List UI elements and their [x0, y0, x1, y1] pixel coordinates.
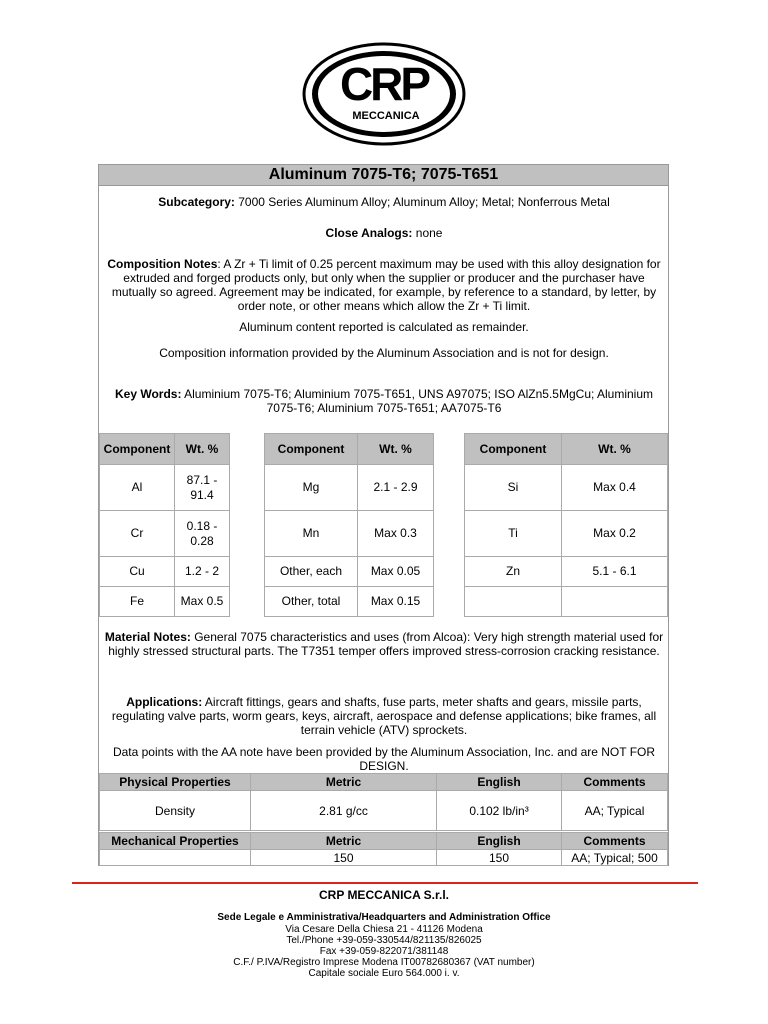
footer-phone: Tel./Phone +39-059-330544/821135/826025 [286, 935, 482, 946]
material-notes-value: General 7075 characteristics and uses (from Alcoa): Very high strength material used for highly stressed structural parts. The T7351 temper offers improved stress-corrosion cracking resistance. [108, 630, 664, 658]
metric-value: 150 [251, 850, 437, 866]
metric-header: Metric [251, 833, 437, 850]
wt-cell: 1.2 - 2 [175, 557, 230, 587]
component-cell: Fe [100, 587, 175, 617]
footer-sede: Sede Legale e Amministrativa/Headquarters and Administration Office [217, 912, 551, 923]
composition-notes [104, 257, 664, 313]
material-notes [104, 630, 664, 658]
page-title: Aluminum 7075-T6; 7075-T651 [98, 164, 669, 186]
mechanical-header: Mechanical Properties [100, 833, 251, 850]
wt-cell: 0.18 - 0.28 [175, 511, 230, 557]
key-words-value: Aluminium 7075-T6; Aluminium 7075-T651, UNS A97075; ISO AlZn5.5MgCu; Aluminium 7075-T6; Aluminium 7075-T651; AA7075-T6 [181, 387, 654, 415]
aa-note: Data points with the AA note have been provided by the Aluminum Association, Inc. and are NOT FOR DESIGN. [112, 745, 656, 773]
comments-value: AA; Typical [562, 791, 668, 831]
material-notes-label: Material Notes: [104, 630, 191, 644]
physical-header: Physical Properties [100, 774, 251, 791]
component-cell: Mg [265, 465, 358, 511]
english-header: English [437, 833, 562, 850]
component-cell: Other, total [265, 587, 358, 617]
footer-fax: Fax +39-059-822071/381148 [319, 946, 449, 957]
component-cell [465, 587, 562, 617]
component-cell: Zn [465, 557, 562, 587]
component-cell: Si [465, 465, 562, 511]
comments-header: Comments [562, 774, 668, 791]
logo-brand-text: CRP [339, 58, 429, 110]
english-value: 150 [437, 850, 562, 866]
composition-table-2 [264, 433, 434, 617]
property-name [100, 850, 251, 866]
header-component: Component [465, 434, 562, 465]
comments-value: AA; Typical; 500 [562, 850, 668, 866]
close-analogs-value: none [412, 226, 443, 240]
wt-cell: Max 0.3 [358, 511, 434, 557]
composition-notes-value: : A Zr + Ti limit of 0.25 percent maximum may be used with this alloy designation for extruded and forged products only, but only when the supplier or producer and the purchaser have mutually so agreed. Agreement may be indicated, for example, by reference to a standard, by letter, by order note, or other means which allow the Zr + Ti limit. [111, 257, 661, 313]
composition-table-3 [464, 433, 668, 617]
subcategory-label: Subcategory: [158, 195, 235, 209]
footer-capital: Capitale sociale Euro 564.000 i. v. [308, 968, 460, 979]
close-analogs [104, 226, 664, 240]
physical-properties-table [99, 773, 668, 831]
key-words [104, 387, 664, 415]
wt-cell: Max 0.05 [358, 557, 434, 587]
composition-source: Composition information provided by the Aluminum Association and is not for design. [159, 346, 609, 360]
composition-notes-label: Composition Notes [107, 257, 218, 271]
footer-divider [72, 882, 698, 884]
footer-company: CRP MECCANICA S.r.l. [318, 888, 450, 902]
metric-value: 2.81 g/cc [251, 791, 437, 831]
wt-cell: 87.1 - 91.4 [175, 465, 230, 511]
header-wt: Wt. % [358, 434, 434, 465]
footer-address: Via Cesare Della Chiesa 21 - 41126 Modena [285, 924, 483, 935]
comments-header: Comments [562, 833, 668, 850]
wt-cell: 2.1 - 2.9 [358, 465, 434, 511]
wt-cell [562, 587, 668, 617]
component-cell: Cu [100, 557, 175, 587]
composition-table-1 [99, 433, 230, 617]
component-cell: Al [100, 465, 175, 511]
header-component: Component [265, 434, 358, 465]
close-analogs-label: Close Analogs: [325, 226, 413, 240]
component-cell: Mn [265, 511, 358, 557]
logo-sub-text: MECCANICA [352, 110, 420, 122]
crp-logo [302, 42, 466, 146]
footer-vat: C.F./ P.IVA/Registro Imprese Modena IT00782680367 (VAT number) [233, 957, 535, 968]
wt-cell: Max 0.5 [175, 587, 230, 617]
applications [104, 695, 664, 737]
component-cell: Other, each [265, 557, 358, 587]
composition-remainder: Aluminum content reported is calculated as remainder. [239, 320, 529, 334]
subcategory-value: 7000 Series Aluminum Alloy; Aluminum Alloy; Metal; Nonferrous Metal [234, 195, 610, 209]
component-cell: Cr [100, 511, 175, 557]
english-header: English [437, 774, 562, 791]
property-name: Density [100, 791, 251, 831]
header-component: Component [100, 434, 175, 465]
english-value: 0.102 lb/in³ [437, 791, 562, 831]
header-wt: Wt. % [562, 434, 668, 465]
key-words-label: Key Words: [114, 387, 182, 401]
wt-cell: Max 0.15 [358, 587, 434, 617]
wt-cell: 5.1 - 6.1 [562, 557, 668, 587]
header-wt: Wt. % [175, 434, 230, 465]
metric-header: Metric [251, 774, 437, 791]
component-cell: Ti [465, 511, 562, 557]
applications-value: Aircraft fittings, gears and shafts, fuse parts, meter shafts and gears, missile parts, regulating valve parts, worm gears, keys, aircraft, aerospace and defense applications; bike frames, all terrain vehicle (ATV) sprockets. [111, 695, 657, 737]
subcategory [104, 195, 664, 209]
applications-label: Applications: [126, 695, 203, 709]
mechanical-properties-table [99, 832, 668, 866]
wt-cell: Max 0.2 [562, 511, 668, 557]
wt-cell: Max 0.4 [562, 465, 668, 511]
